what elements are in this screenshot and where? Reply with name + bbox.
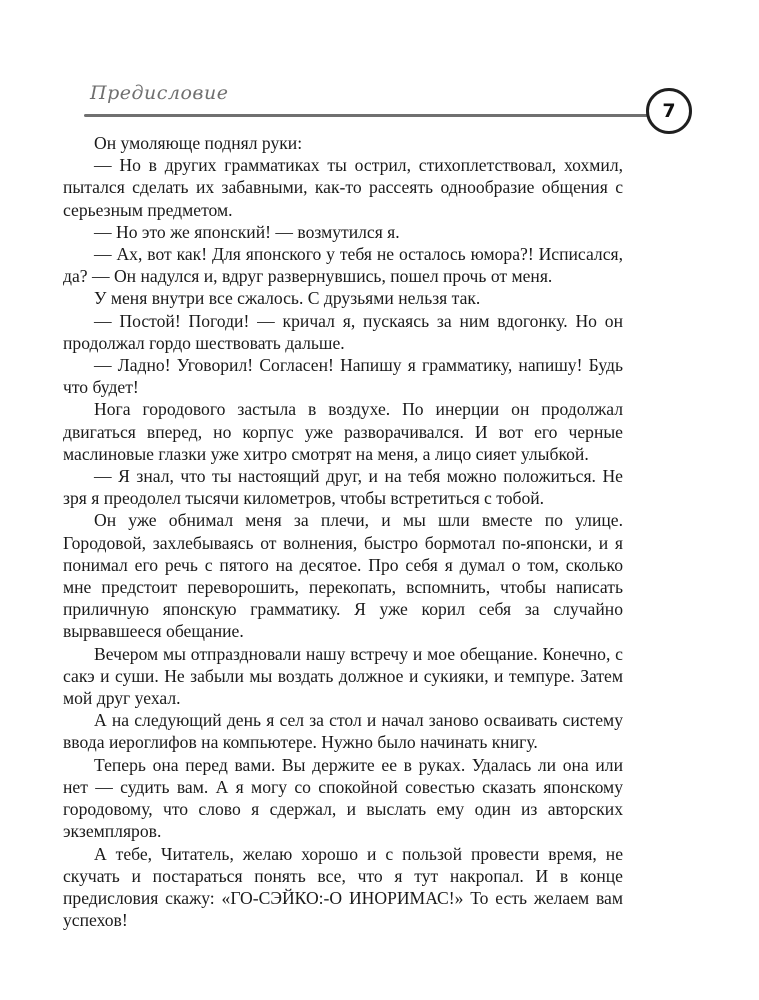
paragraph: Он умоляюще поднял руки: <box>94 133 303 153</box>
paragraph: Нога городового застыла в воздухе. По инерции он продолжал двигаться вперед, но корпус уже разворачивался. И вот его черные маслиновые глазки уже хитро смотрят на меня, а лицо сияет улыбкой. <box>63 399 623 464</box>
section-title: Предисловие <box>90 82 229 104</box>
page-number-badge <box>646 88 692 134</box>
paragraph: — Ах, вот как! Для японского у тебя не осталось юмора?! Исписался, да? — Он надулся и, вдруг развернувшись, пошел прочь от меня. <box>63 244 623 287</box>
paragraph: — Я знал, что ты настоящий друг, и на тебя можно положиться. Не зря я преодолел тысячи километров, чтобы встретиться с тобой. <box>63 466 623 509</box>
header-rule <box>84 114 652 117</box>
paragraph: — Постой! Погоди! — кричал я, пускаясь за ним вдогонку. Но он продолжал гордо шествовать дальше. <box>63 310 623 353</box>
body-text <box>63 132 623 931</box>
page-header <box>0 0 759 140</box>
paragraph: У меня внутри все сжалось. С друзьями нельзя так. <box>94 288 481 309</box>
paragraph: — Но в других грамматиках ты острил, стихоплетствовал, хохмил, пытался сделать их забавными, как-то рассеять однообразие общения с серьезным предметом. <box>63 155 623 220</box>
paragraph: — Ладно! Уговорил! Согласен! Напишу я грамматику, напишу! Будь что будет! <box>63 355 623 398</box>
paragraph: А тебе, Читатель, желаю хорошо и с пользой провести время, не скучать и постараться понять все, что я тут накропал. И в конце предисловия скажу: «ГО-СЭЙКО:-О ИНОРИМАС!» То есть желаем вам успехов! <box>63 843 623 931</box>
page-number: 7 <box>662 99 676 122</box>
paragraph: А на следующий день я сел за стол и начал заново осваивать систему ввода иероглифов на компьютере. Нужно было начинать книгу. <box>63 710 623 753</box>
paragraph: Теперь она перед вами. Вы держите ее в руках. Удалась ли она или нет — судить вам. А я могу со спокойной совестью сказать японскому городовому, что слово я сдержал, и выслать ему один из авторских экземпляров. <box>63 754 623 842</box>
paragraph: — Но это же японский! — возмутился я. <box>94 221 400 242</box>
paragraph: Он уже обнимал меня за плечи, и мы шли вместе по улице. Городовой, захлебываясь от волнения, быстро бормотал по-японски, и я понимал его речь с пятого на десятое. Про себя я думал о том, сколько мне предстоит переворошить, перекопать, вспомнить, чтобы написать приличную японскую грамматику. Я уже корил себя за случайно вырвавшееся обещание. <box>63 510 623 642</box>
paragraph: Вечером мы отпраздновали нашу встречу и мое обещание. Конечно, с сакэ и суши. Не забыли мы воздать должное и сукияки, и темпуре. Затем мой друг уехал. <box>63 643 623 709</box>
